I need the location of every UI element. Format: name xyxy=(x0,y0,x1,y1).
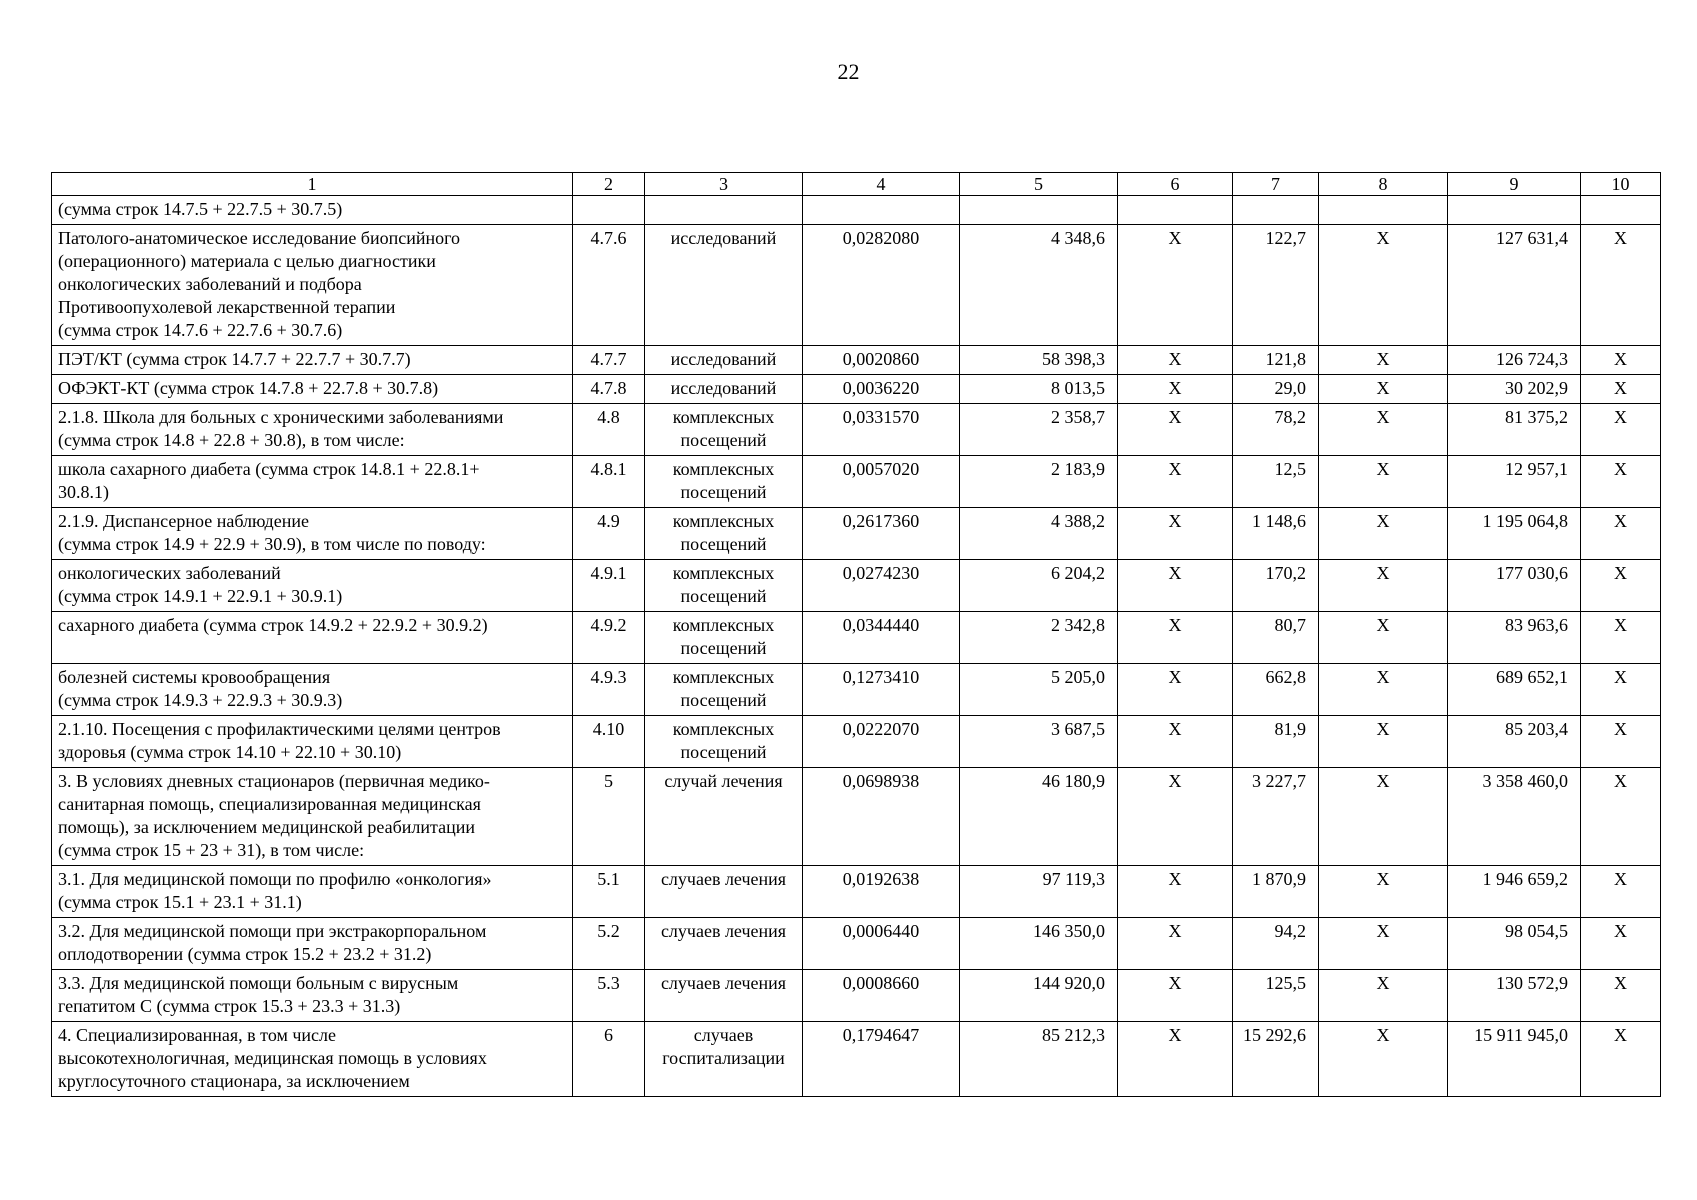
col8-cell: X xyxy=(1319,664,1448,716)
row-code-cell xyxy=(573,196,645,225)
row-label-cell: 4. Специализированная, в том числе высокотехнологичная, медицинская помощь в условиях круглосуточного стационара, за исключением xyxy=(52,1022,573,1097)
col10-cell: X xyxy=(1581,375,1661,404)
unit-cell: комплексных посещений xyxy=(645,404,803,456)
col6-cell: X xyxy=(1118,346,1233,375)
col4-cell: 0,1794647 xyxy=(803,1022,960,1097)
table-row xyxy=(52,346,1661,375)
col5-cell: 4 388,2 xyxy=(960,508,1118,560)
col8-cell: X xyxy=(1319,918,1448,970)
row-label-cell: ПЭТ/КТ (сумма строк 14.7.7 + 22.7.7 + 30.7.7) xyxy=(52,346,573,375)
col6-cell: X xyxy=(1118,664,1233,716)
unit-cell: комплексных посещений xyxy=(645,560,803,612)
col5-cell: 144 920,0 xyxy=(960,970,1118,1022)
col10-cell: X xyxy=(1581,768,1661,866)
col4-cell: 0,0344440 xyxy=(803,612,960,664)
col10-cell: X xyxy=(1581,716,1661,768)
unit-cell xyxy=(645,196,803,225)
table-row xyxy=(52,1022,1661,1097)
col5-cell xyxy=(960,196,1118,225)
col4-cell: 0,0036220 xyxy=(803,375,960,404)
col6-cell: X xyxy=(1118,560,1233,612)
col10-cell: X xyxy=(1581,508,1661,560)
unit-cell: случаев лечения xyxy=(645,866,803,918)
col6-cell: X xyxy=(1118,918,1233,970)
col8-cell: X xyxy=(1319,970,1448,1022)
col10-cell: X xyxy=(1581,456,1661,508)
table-row xyxy=(52,716,1661,768)
unit-cell: случаев лечения xyxy=(645,918,803,970)
col6-cell: X xyxy=(1118,866,1233,918)
row-code-cell: 5.3 xyxy=(573,970,645,1022)
row-code-cell: 4.9 xyxy=(573,508,645,560)
col5-cell: 5 205,0 xyxy=(960,664,1118,716)
col4-cell: 0,0222070 xyxy=(803,716,960,768)
header-cell-1: 1 xyxy=(52,173,573,196)
row-label-cell: 3.3. Для медицинской помощи больным с вирусным гепатитом С (сумма строк 15.3 + 23.3 + 31.3) xyxy=(52,970,573,1022)
col8-cell: X xyxy=(1319,404,1448,456)
col8-cell: X xyxy=(1319,866,1448,918)
unit-cell: исследований xyxy=(645,225,803,346)
table-row xyxy=(52,225,1661,346)
col9-cell: 30 202,9 xyxy=(1448,375,1581,404)
header-cell-9: 9 xyxy=(1448,173,1581,196)
col5-cell: 85 212,3 xyxy=(960,1022,1118,1097)
col7-cell: 78,2 xyxy=(1233,404,1319,456)
col7-cell: 3 227,7 xyxy=(1233,768,1319,866)
col4-cell: 0,0331570 xyxy=(803,404,960,456)
col7-cell: 121,8 xyxy=(1233,346,1319,375)
table-row xyxy=(52,196,1661,225)
col5-cell: 2 183,9 xyxy=(960,456,1118,508)
col5-cell: 6 204,2 xyxy=(960,560,1118,612)
col9-cell: 1 195 064,8 xyxy=(1448,508,1581,560)
col4-cell: 0,0282080 xyxy=(803,225,960,346)
unit-cell: комплексных посещений xyxy=(645,716,803,768)
row-code-cell: 4.7.7 xyxy=(573,346,645,375)
col7-cell: 94,2 xyxy=(1233,918,1319,970)
col10-cell: X xyxy=(1581,404,1661,456)
row-label-cell: онкологических заболеваний (сумма строк 14.9.1 + 22.9.1 + 30.9.1) xyxy=(52,560,573,612)
row-label-cell: 3.2. Для медицинской помощи при экстракорпоральном оплодотворении (сумма строк 15.2 + 23.2 + 31.2) xyxy=(52,918,573,970)
col7-cell: 15 292,6 xyxy=(1233,1022,1319,1097)
table-row xyxy=(52,768,1661,866)
row-code-cell: 4.9.1 xyxy=(573,560,645,612)
col8-cell: X xyxy=(1319,456,1448,508)
unit-cell: случаев госпитализации xyxy=(645,1022,803,1097)
table-row xyxy=(52,664,1661,716)
header-cell-7: 7 xyxy=(1233,173,1319,196)
row-label-cell: 2.1.8. Школа для больных с хроническими заболеваниями (сумма строк 14.8 + 22.8 + 30.8), в том числе: xyxy=(52,404,573,456)
col8-cell: X xyxy=(1319,768,1448,866)
col4-cell: 0,0020860 xyxy=(803,346,960,375)
header-cell-5: 5 xyxy=(960,173,1118,196)
col8-cell xyxy=(1319,196,1448,225)
col10-cell: X xyxy=(1581,346,1661,375)
col7-cell: 125,5 xyxy=(1233,970,1319,1022)
col4-cell: 0,0698938 xyxy=(803,768,960,866)
row-code-cell: 4.8.1 xyxy=(573,456,645,508)
col10-cell: X xyxy=(1581,970,1661,1022)
col9-cell: 130 572,9 xyxy=(1448,970,1581,1022)
col4-cell: 0,1273410 xyxy=(803,664,960,716)
col5-cell: 2 358,7 xyxy=(960,404,1118,456)
table-row xyxy=(52,970,1661,1022)
row-label-cell: 2.1.9. Диспансерное наблюдение (сумма строк 14.9 + 22.9 + 30.9), в том числе по поводу: xyxy=(52,508,573,560)
table-row xyxy=(52,456,1661,508)
col10-cell: X xyxy=(1581,866,1661,918)
col10-cell: X xyxy=(1581,664,1661,716)
col7-cell: 1 870,9 xyxy=(1233,866,1319,918)
col6-cell: X xyxy=(1118,768,1233,866)
table-body xyxy=(52,173,1661,1097)
col10-cell: X xyxy=(1581,1022,1661,1097)
col4-cell: 0,0006440 xyxy=(803,918,960,970)
col8-cell: X xyxy=(1319,346,1448,375)
table-row xyxy=(52,404,1661,456)
row-code-cell: 4.7.8 xyxy=(573,375,645,404)
unit-cell: исследований xyxy=(645,375,803,404)
row-code-cell: 4.10 xyxy=(573,716,645,768)
col7-cell: 12,5 xyxy=(1233,456,1319,508)
col7-cell: 81,9 xyxy=(1233,716,1319,768)
col7-cell: 662,8 xyxy=(1233,664,1319,716)
col9-cell: 689 652,1 xyxy=(1448,664,1581,716)
col4-cell: 0,0057020 xyxy=(803,456,960,508)
col8-cell: X xyxy=(1319,560,1448,612)
col6-cell: X xyxy=(1118,375,1233,404)
col9-cell xyxy=(1448,196,1581,225)
col9-cell: 126 724,3 xyxy=(1448,346,1581,375)
col9-cell: 3 358 460,0 xyxy=(1448,768,1581,866)
header-cell-4: 4 xyxy=(803,173,960,196)
col4-cell: 0,2617360 xyxy=(803,508,960,560)
col9-cell: 98 054,5 xyxy=(1448,918,1581,970)
unit-cell: случаев лечения xyxy=(645,970,803,1022)
row-code-cell: 4.7.6 xyxy=(573,225,645,346)
col5-cell: 146 350,0 xyxy=(960,918,1118,970)
col9-cell: 127 631,4 xyxy=(1448,225,1581,346)
row-label-cell: 3. В условиях дневных стационаров (первичная медико- санитарная помощь, специализированная медицинская помощь), за исключением медицинской реабилитации (сумма строк 15 + 23 + 31), в том числе: xyxy=(52,768,573,866)
col6-cell: X xyxy=(1118,612,1233,664)
unit-cell: исследований xyxy=(645,346,803,375)
row-code-cell: 6 xyxy=(573,1022,645,1097)
header-cell-3: 3 xyxy=(645,173,803,196)
row-label-cell: 3.1. Для медицинской помощи по профилю «онкология» (сумма строк 15.1 + 23.1 + 31.1) xyxy=(52,866,573,918)
col10-cell: X xyxy=(1581,918,1661,970)
table-row xyxy=(52,508,1661,560)
row-label-cell: (сумма строк 14.7.5 + 22.7.5 + 30.7.5) xyxy=(52,196,573,225)
col4-cell xyxy=(803,196,960,225)
col5-cell: 2 342,8 xyxy=(960,612,1118,664)
col5-cell: 97 119,3 xyxy=(960,866,1118,918)
col10-cell: X xyxy=(1581,612,1661,664)
col10-cell xyxy=(1581,196,1661,225)
col5-cell: 46 180,9 xyxy=(960,768,1118,866)
col10-cell: X xyxy=(1581,560,1661,612)
col6-cell: X xyxy=(1118,404,1233,456)
col10-cell: X xyxy=(1581,225,1661,346)
col9-cell: 83 963,6 xyxy=(1448,612,1581,664)
col7-cell: 29,0 xyxy=(1233,375,1319,404)
col6-cell: X xyxy=(1118,225,1233,346)
header-cell-10: 10 xyxy=(1581,173,1661,196)
col9-cell: 12 957,1 xyxy=(1448,456,1581,508)
header-cell-2: 2 xyxy=(573,173,645,196)
col7-cell xyxy=(1233,196,1319,225)
col7-cell: 122,7 xyxy=(1233,225,1319,346)
row-label-cell: Патолого-анатомическое исследование биопсийного (операционного) материала с целью диагностики онкологических заболеваний и подбора Противоопухолевой лекарственной терапии (сумма строк 14.7.6 + 22.7.6 + 30.7.6) xyxy=(52,225,573,346)
header-cell-8: 8 xyxy=(1319,173,1448,196)
col8-cell: X xyxy=(1319,225,1448,346)
unit-cell: комплексных посещений xyxy=(645,664,803,716)
table-row xyxy=(52,612,1661,664)
col9-cell: 177 030,6 xyxy=(1448,560,1581,612)
table-row xyxy=(52,918,1661,970)
col8-cell: X xyxy=(1319,508,1448,560)
col8-cell: X xyxy=(1319,1022,1448,1097)
row-label-cell: болезней системы кровообращения (сумма строк 14.9.3 + 22.9.3 + 30.9.3) xyxy=(52,664,573,716)
unit-cell: комплексных посещений xyxy=(645,612,803,664)
col6-cell: X xyxy=(1118,1022,1233,1097)
col5-cell: 58 398,3 xyxy=(960,346,1118,375)
col6-cell xyxy=(1118,196,1233,225)
table-header-row xyxy=(52,173,1661,196)
col9-cell: 81 375,2 xyxy=(1448,404,1581,456)
header-cell-6: 6 xyxy=(1118,173,1233,196)
unit-cell: комплексных посещений xyxy=(645,456,803,508)
col9-cell: 85 203,4 xyxy=(1448,716,1581,768)
col9-cell: 1 946 659,2 xyxy=(1448,866,1581,918)
row-label-cell: сахарного диабета (сумма строк 14.9.2 + 22.9.2 + 30.9.2) xyxy=(52,612,573,664)
page-number: 22 xyxy=(837,59,860,84)
row-code-cell: 4.9.3 xyxy=(573,664,645,716)
table-row xyxy=(52,375,1661,404)
col8-cell: X xyxy=(1319,716,1448,768)
col9-cell: 15 911 945,0 xyxy=(1448,1022,1581,1097)
row-code-cell: 5.2 xyxy=(573,918,645,970)
col7-cell: 170,2 xyxy=(1233,560,1319,612)
col8-cell: X xyxy=(1319,375,1448,404)
col8-cell: X xyxy=(1319,612,1448,664)
row-code-cell: 4.9.2 xyxy=(573,612,645,664)
col4-cell: 0,0008660 xyxy=(803,970,960,1022)
unit-cell: комплексных посещений xyxy=(645,508,803,560)
row-code-cell: 5.1 xyxy=(573,866,645,918)
row-code-cell: 5 xyxy=(573,768,645,866)
col7-cell: 80,7 xyxy=(1233,612,1319,664)
row-label-cell: школа сахарного диабета (сумма строк 14.8.1 + 22.8.1+ 30.8.1) xyxy=(52,456,573,508)
col4-cell: 0,0192638 xyxy=(803,866,960,918)
table-row xyxy=(52,866,1661,918)
col6-cell: X xyxy=(1118,508,1233,560)
row-label-cell: 2.1.10. Посещения с профилактическими целями центров здоровья (сумма строк 14.10 + 22.10 + 30.10) xyxy=(52,716,573,768)
col5-cell: 8 013,5 xyxy=(960,375,1118,404)
col6-cell: X xyxy=(1118,456,1233,508)
col7-cell: 1 148,6 xyxy=(1233,508,1319,560)
col4-cell: 0,0274230 xyxy=(803,560,960,612)
col6-cell: X xyxy=(1118,716,1233,768)
row-label-cell: ОФЭКТ-КТ (сумма строк 14.7.8 + 22.7.8 + 30.7.8) xyxy=(52,375,573,404)
row-code-cell: 4.8 xyxy=(573,404,645,456)
data-table xyxy=(51,172,1661,1097)
col5-cell: 4 348,6 xyxy=(960,225,1118,346)
unit-cell: случай лечения xyxy=(645,768,803,866)
col5-cell: 3 687,5 xyxy=(960,716,1118,768)
table-row xyxy=(52,560,1661,612)
col6-cell: X xyxy=(1118,970,1233,1022)
